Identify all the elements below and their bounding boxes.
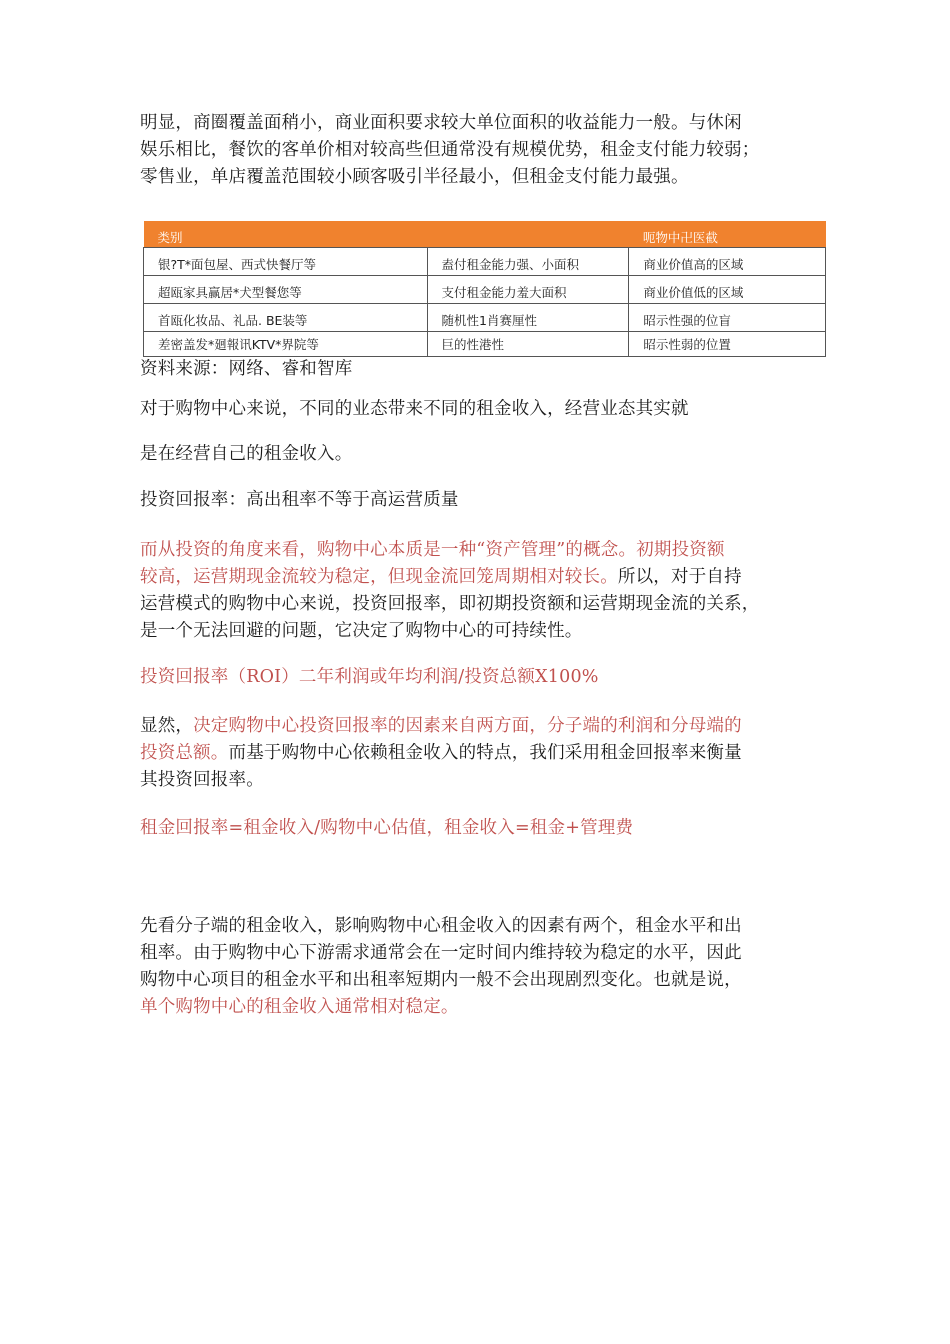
- text-highlight: 决定购物中心投资回报率的因素来自两方面，分子端的利润和分母端的: [193, 716, 742, 736]
- text-line: 是一个无法回避的问题，它决定了购物中心的可持续性。: [140, 621, 583, 641]
- table-cell: 差密盖发*廻報讯KTV*界院等: [144, 332, 428, 357]
- source-note: 资料来源：网络、睿和智库: [140, 359, 353, 379]
- roi-formula: 投资回报率（ROI）二年利润或年均利润/投资总额X100%: [140, 667, 599, 687]
- table-cell: 超瓯家具赢居*犬型餐您等: [144, 276, 428, 304]
- table-cell: 商业价值低的区域: [629, 276, 826, 304]
- text-line: 其投资回报率。: [140, 770, 264, 790]
- text-line: 租率。由于购物中心下游需求通常会在一定时间内维持较为稳定的水平，因此: [140, 943, 742, 963]
- table-row: [144, 304, 826, 332]
- text-highlight: 投资总额。: [140, 743, 229, 763]
- paragraph-rent-income-cont: 是在经营自己的租金收入。: [140, 444, 353, 464]
- paragraph-investment: [140, 537, 830, 645]
- text-line: 运营模式的购物中心来说，投资回报率，即初期投资额和运营期现金流的关系，: [140, 594, 760, 614]
- table-cell: 商业价值高的区域: [629, 248, 826, 276]
- text-line: 娱乐相比，餐饮的客单价相对较高些但通常没有规模优势，租金支付能力较弱；: [140, 140, 760, 160]
- table-cell: 昭示性弱的位置: [629, 332, 826, 357]
- paragraph-roi-factors: [140, 713, 830, 794]
- rent-return-formula: 租金回报率=租金收入/购物中心估值，租金收入=租金+管理费: [140, 818, 634, 838]
- table-cell: 昭示性强的位盲: [629, 304, 826, 332]
- text-line-highlight: 单个购物中心的租金收入通常相对稳定。: [140, 997, 459, 1017]
- table-header-location: 呃物中卍医截: [629, 221, 826, 248]
- text-plain: 显然，: [140, 716, 194, 736]
- table-cell: 首瓯化妆品、礼品. BE装等: [144, 304, 428, 332]
- table-row: [144, 332, 826, 357]
- paragraph-rent-income: 对于购物中心来说，不同的业态带来不同的租金收入，经营业态其实就: [140, 399, 689, 419]
- table-row: [144, 276, 826, 304]
- text-line: 先看分子端的租金收入，影响购物中心租金收入的因素有两个，租金水平和出: [140, 916, 742, 936]
- table-cell: 支付租金能力羞大面积: [427, 276, 629, 304]
- table-header-row: [144, 221, 826, 248]
- table-cell: 巨的性港性: [427, 332, 629, 357]
- intro-paragraph: [140, 110, 830, 191]
- text-line: 购物中心项目的租金水平和出租率短期内一般不会出现剧烈变化。也就是说，: [140, 970, 742, 990]
- table-cell: 随机性1肖赛厘性: [427, 304, 629, 332]
- text-line-highlight: 而从投资的角度来看，购物中心本质是一种“资产管理”的概念。初期投资额: [140, 540, 725, 560]
- table-cell: 盍付租金能力强、小面积: [427, 248, 629, 276]
- table-cell: 银?T*面包屋、西式快餐厅等: [144, 248, 428, 276]
- table-row: [144, 248, 826, 276]
- text-plain: 而基于购物中心依赖租金收入的特点，我们采用租金回报率来衡量: [228, 743, 742, 763]
- text-plain: 所以，对于自持: [617, 567, 742, 587]
- business-type-table: [143, 221, 826, 357]
- table-header-blank: [427, 221, 629, 248]
- paragraph-numerator: [140, 913, 830, 1021]
- text-line: 明显，商圈覆盖面稍小，商业面积要求较大单位面积的收益能力一般。与休闲: [140, 113, 742, 133]
- section-heading-roi: 投资回报率：高出租率不等于高运营质量: [140, 490, 459, 510]
- text-highlight: 较高，运营期现金流较为稳定，但现金流回笼周期相对较长。: [140, 567, 618, 587]
- table-header-category: 类别: [144, 221, 428, 248]
- text-line: 零售业，单店覆盖范围较小顾客吸引半径最小，但租金支付能力最强。: [140, 167, 689, 187]
